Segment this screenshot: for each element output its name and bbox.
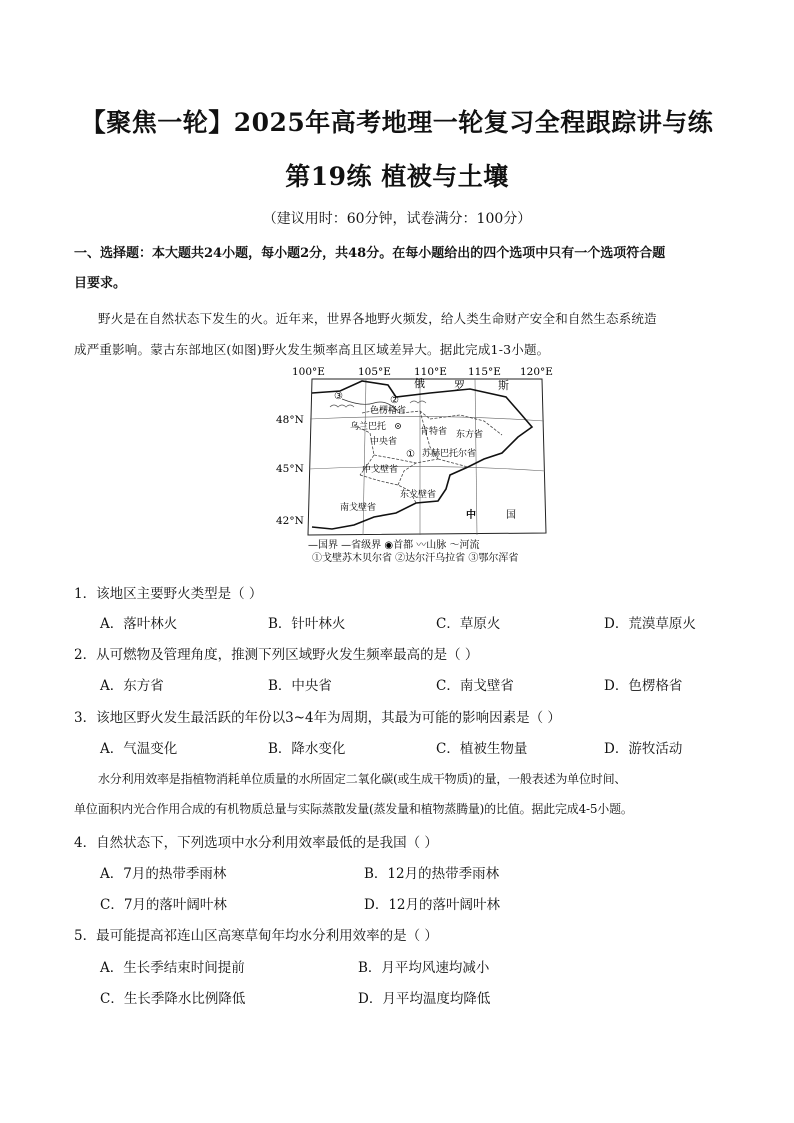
passage2-line1: 水分利用效率是指植物消耗单位质量的水所固定二氧化碳(或生成干物质)的量，一般表述为单位时间、 xyxy=(98,772,627,786)
question-2-option-a[interactable]: A．东方省 xyxy=(100,678,164,694)
province-label: 肯特省 xyxy=(420,427,448,437)
question-4-option-b[interactable]: B．12月的热带季雨林 xyxy=(364,866,500,882)
question-2-option-c[interactable]: C．南戈壁省 xyxy=(436,678,514,694)
question-2-option-d[interactable]: D．色楞格省 xyxy=(604,678,683,694)
map-legend: —国界 —省级界 ◉首都 〰山脉 〜河流 xyxy=(308,540,480,551)
lon-label: 100°E xyxy=(292,366,325,378)
lat-label: 42°N xyxy=(276,515,304,527)
question-1-stem: 1．该地区主要野火类型是（ ） xyxy=(74,586,263,602)
question-3-option-a[interactable]: A．气温变化 xyxy=(100,741,178,757)
question-3-option-d[interactable]: D．游牧活动 xyxy=(604,741,683,757)
lat-label: 45°N xyxy=(276,463,304,475)
lon-label: 110°E xyxy=(414,366,447,378)
marker-3: ③ xyxy=(334,391,343,402)
mongolia-map xyxy=(270,363,560,563)
time-score-note: （建议用时：60分钟，试卷满分：100分） xyxy=(262,211,532,227)
lon-label: 105°E xyxy=(358,366,391,378)
passage2-line2: 单位面积内光合作用合成的有机物质总量与实际蒸散发量(蒸发量和植物蒸腾量)的比值。据此完成4-5小题。 xyxy=(74,802,633,816)
question-4-option-a[interactable]: A．7月的热带季雨林 xyxy=(100,866,227,882)
question-4-stem: 4．自然状态下，下列选项中水分利用效率最低的是我国（ ） xyxy=(74,835,438,851)
question-1-option-c[interactable]: C．草原火 xyxy=(436,616,501,632)
lon-label: 115°E xyxy=(468,366,501,378)
page-title: 【聚焦一轮】2025年高考地理一轮复习全程跟踪讲与练 xyxy=(80,108,714,137)
question-1-option-a[interactable]: A．落叶林火 xyxy=(100,616,178,632)
question-4-option-c[interactable]: C．7月的落叶阔叶林 xyxy=(100,897,227,913)
marker-2: ② xyxy=(390,395,399,406)
question-1-option-d[interactable]: D．荒漠草原火 xyxy=(604,616,696,632)
province-label: 东戈壁省 xyxy=(400,490,437,500)
question-2-option-b[interactable]: B．中央省 xyxy=(268,678,332,694)
province-label: 中戈壁省 xyxy=(362,465,399,475)
country-label: 中 xyxy=(466,510,476,521)
province-label: 东方省 xyxy=(456,430,484,440)
province-label: 苏赫巴托尔省 xyxy=(422,449,477,459)
capital-dot xyxy=(397,425,399,427)
question-5-option-c[interactable]: C．生长季降水比例降低 xyxy=(100,991,246,1007)
question-3-option-b[interactable]: B．降水变化 xyxy=(268,741,346,757)
question-2-stem: 2．从可燃物及管理角度，推测下列区域野火发生频率最高的是（ ） xyxy=(74,647,479,663)
lon-label: 120°E xyxy=(520,366,553,378)
map-legend-provinces: ①戈壁苏木贝尔省 ②达尔汗乌拉省 ③鄂尔浑省 xyxy=(312,553,519,563)
country-label: 罗 xyxy=(454,379,465,392)
question-1-option-b[interactable]: B．针叶林火 xyxy=(268,616,346,632)
marker-1: ① xyxy=(406,449,415,460)
question-3-stem: 3．该地区野火发生最活跃的年份以3~4年为周期，其最为可能的影响因素是（ ） xyxy=(74,710,561,726)
question-4-option-d[interactable]: D．12月的落叶阔叶林 xyxy=(364,897,501,913)
section-instruction-line1: 一、选择题：本大题共24小题，每小题2分，共48分。在每小题给出的四个选项中只有一个选项符合题 xyxy=(74,246,666,261)
question-3-option-c[interactable]: C．植被生物量 xyxy=(436,741,528,757)
passage1-line2: 成严重影响。蒙古东部地区(如图)野火发生频率高且区域差异大。据此完成1-3小题。 xyxy=(74,342,550,357)
section-instruction-line2: 目要求。 xyxy=(74,276,127,291)
question-5-option-b[interactable]: B．月平均风速均减小 xyxy=(358,960,490,976)
question-5-stem: 5．最可能提高祁连山区高寒草甸年均水分利用效率的是（ ） xyxy=(74,928,438,944)
province-label: 中央省 xyxy=(370,437,398,447)
lesson-title: 第19练 植被与土壤 xyxy=(285,162,509,191)
country-label: 国 xyxy=(506,510,516,521)
country-label: 俄 xyxy=(414,377,425,390)
country-label: 斯 xyxy=(498,379,509,392)
lat-label: 48°N xyxy=(276,414,304,426)
province-label: 色楞格省 xyxy=(370,406,407,416)
question-5-option-d[interactable]: D．月平均温度均降低 xyxy=(358,991,491,1007)
province-label: 南戈壁省 xyxy=(340,503,377,513)
question-5-option-a[interactable]: A．生长季结束时间提前 xyxy=(100,960,245,976)
capital-label: 乌兰巴托 xyxy=(350,422,387,432)
passage1-line1: 野火是在自然状态下发生的火。近年来，世界各地野火频发，给人类生命财产安全和自然生态系统造 xyxy=(98,311,657,326)
